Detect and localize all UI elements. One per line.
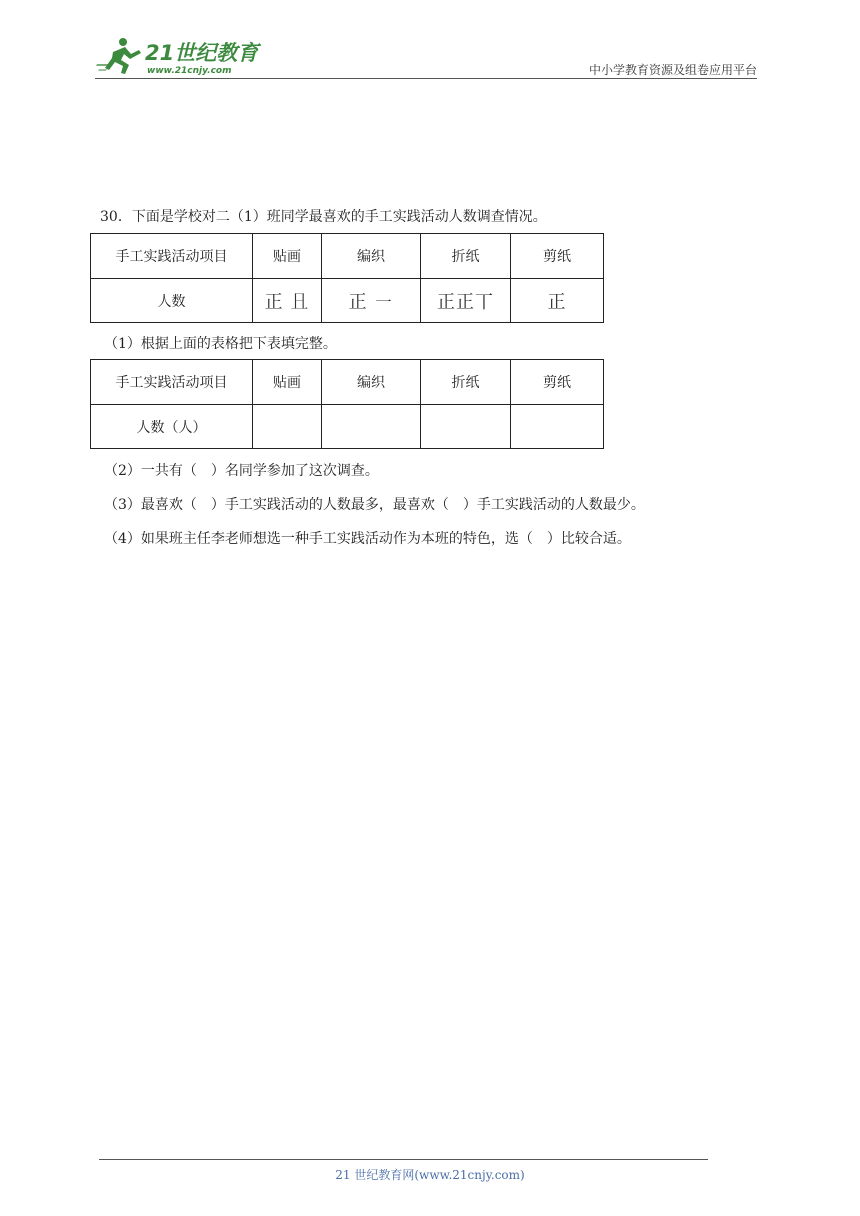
table-header-cell: 编织 <box>322 360 421 405</box>
footer-divider <box>99 1159 708 1160</box>
tally-cell: 正 𠀇 <box>253 279 322 323</box>
page-header <box>95 34 757 78</box>
part1-text: （1）根据上面的表格把下表填完整。 <box>104 336 337 352</box>
table-header-cell: 手工实践活动项目 <box>91 234 253 279</box>
table-header-cell: 贴画 <box>253 234 322 279</box>
part3-text: （3）最喜欢（ ）手工实践活动的人数最多，最喜欢（ ）手工实践活动的人数最少。 <box>104 497 645 513</box>
table-row <box>91 279 604 323</box>
answer-cell[interactable] <box>421 405 511 449</box>
header-divider <box>95 78 757 79</box>
answer-cell[interactable] <box>322 405 421 449</box>
row-label: 人数（人） <box>91 405 253 449</box>
table-header-cell: 剪纸 <box>511 234 604 279</box>
header-platform-text: 中小学教育资源及组卷应用平台 <box>588 63 757 77</box>
table-header-cell: 折纸 <box>421 234 511 279</box>
footer-text: 21 世纪教育网(www.21cnjy.com) <box>335 1168 525 1182</box>
tally-cell: 正 <box>511 279 604 323</box>
table-header-cell: 剪纸 <box>511 360 604 405</box>
answer-table <box>90 359 604 449</box>
answer-cell[interactable] <box>511 405 604 449</box>
part2-text: （2）一共有（ ）名同学参加了这次调查。 <box>104 463 379 479</box>
tally-cell: 正正丅 <box>421 279 511 323</box>
table-header-cell: 折纸 <box>421 360 511 405</box>
part4-text: （4）如果班主任李老师想选一种手工实践活动作为本班的特色，选（ ）比较合适。 <box>104 531 631 547</box>
svg-text:21世纪教育: 21世纪教育 <box>145 41 259 65</box>
logo <box>95 34 265 78</box>
table-header-cell: 编织 <box>322 234 421 279</box>
svg-text:www.21cnjy.com: www.21cnjy.com <box>147 66 232 76</box>
table-row <box>91 234 604 279</box>
table-row <box>91 360 604 405</box>
tally-cell: 正 ㇐ <box>322 279 421 323</box>
table-row <box>91 405 604 449</box>
answer-cell[interactable] <box>253 405 322 449</box>
tally-table <box>90 233 604 323</box>
row-label: 人数 <box>91 279 253 323</box>
question-title: 30．下面是学校对二（1）班同学最喜欢的手工实践活动人数调查情况。 <box>100 209 547 225</box>
table-header-cell: 贴画 <box>253 360 322 405</box>
table-header-cell: 手工实践活动项目 <box>91 360 253 405</box>
